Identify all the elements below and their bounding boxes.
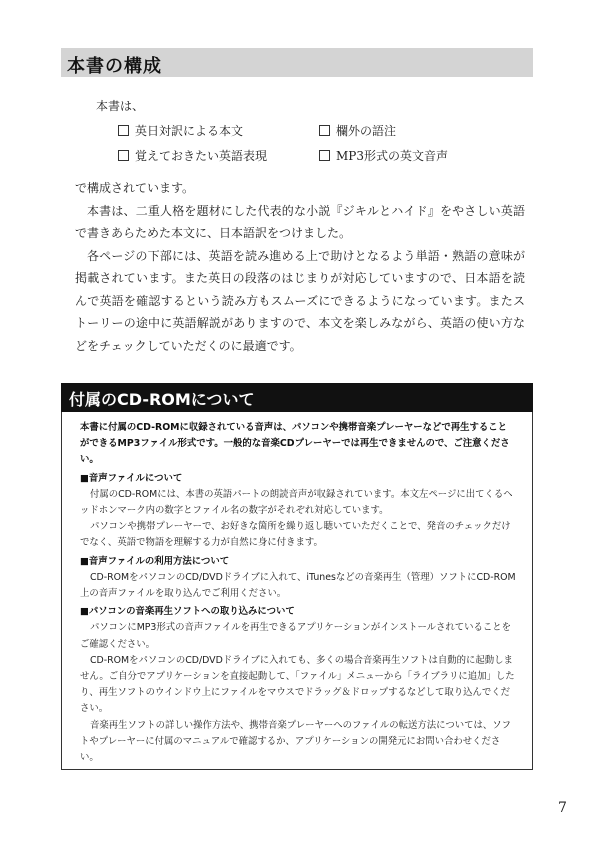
cdrom-info-box [61, 412, 533, 770]
structure-body [75, 177, 525, 357]
checklist-item [118, 147, 267, 164]
subsection-heading: ■パソコンの音楽再生ソフトへの取り込みについて [80, 606, 295, 618]
subsection-paragraph: 音楽再生ソフトの詳しい操作方法や、携帯音楽プレーヤーへのファイルの転送方法については、ソフトやプレーヤーに付属のマニュアルで確認するか、アプリケーションの開発元にお問い合わせください。 [80, 719, 511, 764]
checkbox-icon [118, 125, 129, 136]
cdrom-notice: 本書に付属のCD-ROMに収録されている音声は、パソコンや携帯音楽プレーヤーなどで再生することができるMP3ファイル形式です。一般的な音楽CDプレーヤーでは再生できませんので、ご注意ください。 [80, 422, 510, 466]
subsection-paragraph: CD-ROMをパソコンのCD/DVDドライブに入れても、多くの場合音楽再生ソフトは自動的に起動しません。ご自分でアプリケーションを直接起動して、「ファイル」メニューから「ライブラリに追加」したり、再生ソフトのウインドウ上にファイルをマウスでドラッグ＆ドロップするなどして取り込んでください。 [80, 654, 515, 715]
page-number: 7 [558, 800, 567, 816]
subsection-heading: ■音声ファイルについて [80, 472, 183, 484]
checklist-item [118, 122, 243, 139]
checklist-label: 英日対訳による本文 [135, 124, 244, 138]
checklist-label: MP3形式の英文音声 [336, 149, 448, 163]
checklist-item [319, 122, 396, 139]
intro-text: 本書は、 [96, 99, 145, 113]
subsection-paragraph: CD-ROMをパソコンのCD/DVDドライブに入れて、iTunesなどの音楽再生（管理）ソフトにCD-ROM上の音声ファイルを取り込んでご利用ください。 [80, 571, 516, 600]
checklist-label: 欄外の語注 [336, 124, 397, 138]
checklist-item [319, 147, 448, 164]
section-title: 本書の構成 [67, 56, 162, 77]
body-paragraph: 各ページの下部には、英語を読み進める上で助けとなるよう単語・熟語の意味が掲載されています。また英日の段落のはじまりが対応していますので、日本語を読んで英語を確認するという読み方もスムーズにできるようになっています。またストーリーの途中に英語解説がありますので、本文を楽しみながら、英語の使い方などをチェックしていただくのに最適です。 [75, 248, 525, 353]
checkbox-icon [319, 150, 330, 161]
subsection-paragraph: パソコンや携帯プレーヤーで、お好きな箇所を繰り返し聴いていただくことで、発音のチェックだけでなく、英語で物語を理解する力が自然に身に付きます。 [80, 521, 511, 549]
cdrom-info-content [80, 420, 516, 766]
checklist-label: 覚えておきたい英語表現 [135, 149, 268, 163]
subsection-heading: ■音声ファイルの利用方法について [80, 555, 230, 567]
section-title: 付属のCD-ROMについて [69, 390, 255, 409]
body-paragraph: で構成されています。 [75, 181, 195, 195]
section-header-cdrom [61, 383, 533, 412]
subsection-paragraph: 付属のCD-ROMには、本書の英語パートの朗読音声が収録されています。本文左ページに出てくるヘッドホンマーク内の数字とファイル名の数字がそれぞれ対応しています。 [80, 488, 513, 517]
checkbox-icon [118, 150, 129, 161]
checkbox-icon [319, 125, 330, 136]
section-header-structure [61, 48, 533, 77]
body-paragraph: 本書は、二重人格を題材にした代表的な小説『ジキルとハイド』をやさしい英語で書きあらためた本文に、日本語訳をつけました。 [75, 203, 525, 240]
subsection-paragraph: パソコンにMP3形式の音声ファイルを再生できるアプリケーションがインストールされていることをご確認ください。 [80, 622, 512, 650]
